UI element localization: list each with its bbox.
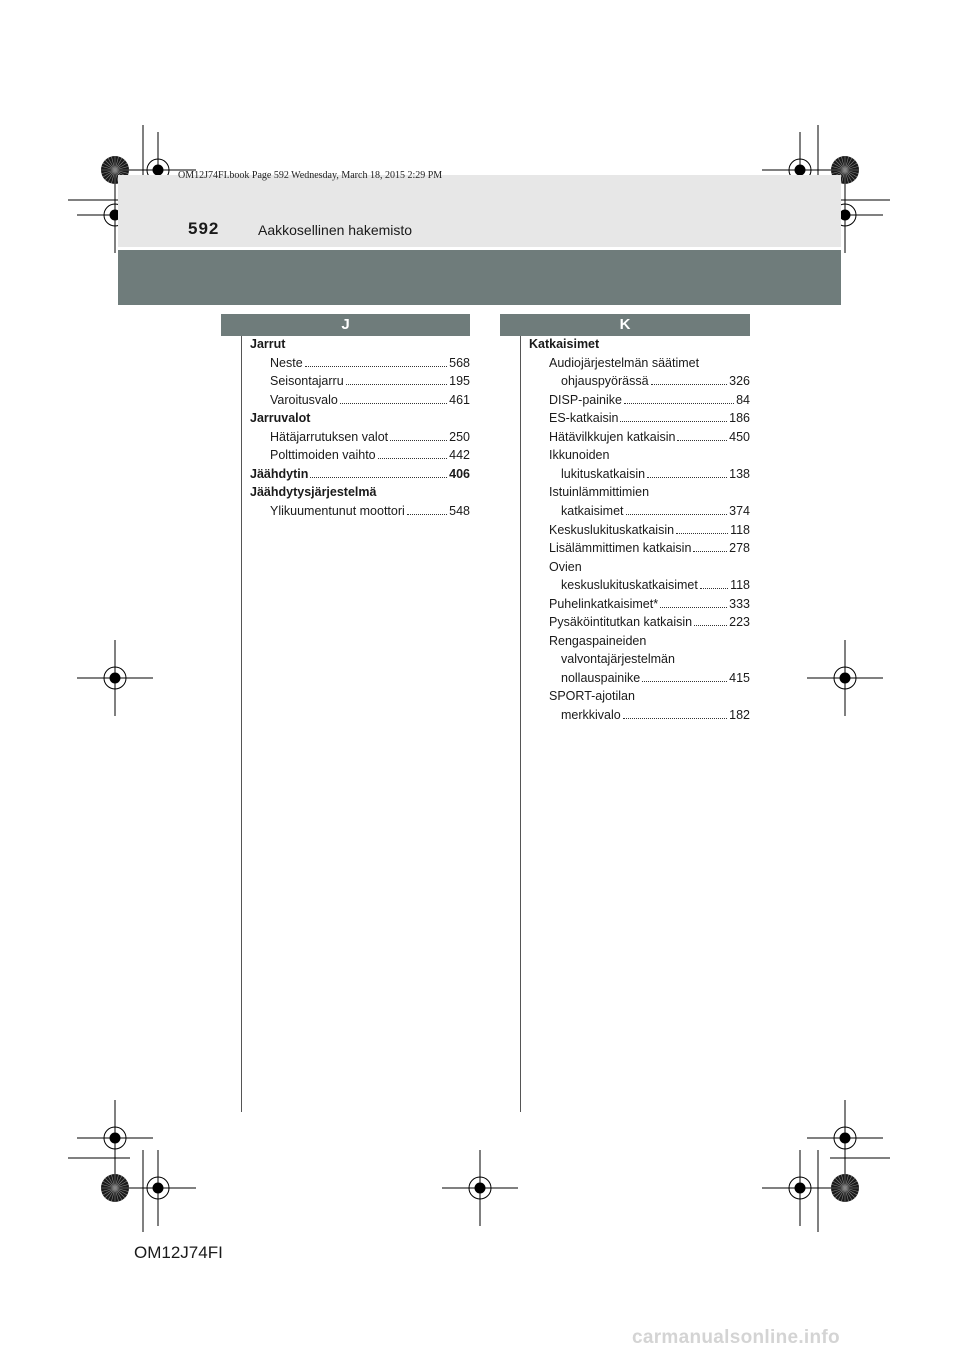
index-entry [270,355,470,371]
index-entry-label: Jarrut [250,337,286,351]
index-entry-page: 138 [729,466,750,481]
crosshair-icon [807,640,883,716]
index-entry [549,596,750,612]
index-entry-page: 548 [449,503,470,518]
leader-dots [620,421,727,422]
index-entry [561,670,750,686]
crosshair-icon [77,640,153,716]
index-entry-page: 333 [729,596,750,611]
leader-dots [407,514,447,515]
index-entry [250,466,470,482]
index-entry-label: merkkivalo [561,708,621,722]
index-entry [250,336,285,352]
header-band [118,175,841,247]
index-entry [549,522,750,538]
book-info-line: OM12J74FI.book Page 592 Wednesday, March 18, 2015 2:29 PM [178,170,443,181]
crosshair-icon [762,1150,838,1226]
leader-dots [677,440,727,441]
index-entry [549,429,750,445]
index-entry-label: Polttimoiden vaihto [270,448,376,463]
leader-dots [624,403,734,404]
index-entry-label: Seisontajarru [270,374,344,389]
index-entry-label: DISP-painike [549,392,622,407]
leader-dots [346,384,447,385]
leader-dots [390,440,447,441]
index-entry-label: Hätävilkkujen katkaisin [549,429,676,444]
leader-dots [693,551,727,552]
index-entry-page: 374 [729,503,750,518]
leader-dots [626,514,728,515]
index-entry [250,410,310,426]
index-entry-page: 118 [730,578,750,593]
section-title: Aakkosellinen hakemisto [258,222,413,238]
leader-dots [651,384,728,385]
index-entry-label: Hätäjarrutuksen valot [270,429,389,444]
index-entry [549,392,750,408]
leader-dots [660,607,727,608]
index-entry-label: Varoitusvalo [270,392,338,407]
header-grey-bar [118,250,841,305]
index-entry-label: Keskuslukituskatkaisin [549,522,675,537]
index-entry-label: Ovien [549,559,582,574]
crosshair-icon [442,1150,518,1226]
index-entry-page: 326 [729,374,750,389]
index-entry [549,355,699,371]
leader-dots [642,681,727,682]
index-entry [270,429,470,445]
index-entry-label: Audiojärjestelmän säätimet [549,355,700,370]
crosshair-icon [120,1150,196,1226]
footer-code: OM12J74FI [134,1243,223,1262]
index-entry [561,466,750,482]
index-entry [549,410,750,426]
starburst-icon [831,1174,859,1202]
index-entry-label: Pysäköintitutkan katkaisin [549,615,693,630]
index-entry-label: keskuslukituskatkaisimet [561,578,698,593]
index-entry-label: Istuinlämmittimien [549,485,650,500]
leader-dots [310,477,447,478]
leader-dots [694,625,727,626]
index-entry [561,651,675,667]
index-entry-page: 568 [449,355,470,370]
index-entry-label: valvontajärjestelmän [561,652,675,667]
index-entry [549,614,750,630]
index-entry-label: nollauspainike [561,670,641,685]
index-entry [549,484,649,500]
index-entry-label: Jäähdytin [250,466,309,481]
leader-dots [700,588,728,589]
leader-dots [305,366,447,367]
index-entry [561,373,750,389]
index-entry-label: Katkaisimet [529,337,600,351]
column-rule-left [241,336,242,1112]
index-entry-label: Neste [270,355,303,370]
index-entry-page: 461 [449,392,470,407]
index-entry [549,633,646,649]
index-entry-label: Puhelinkatkaisimet* [549,596,659,611]
starburst-icon [101,1174,129,1202]
index-entry [549,688,635,704]
index-entry [561,577,750,593]
index-entry-page: 442 [449,448,470,463]
column-header-j: J [221,314,470,336]
column-header-k: K [500,314,750,336]
index-entry-label: lukituskatkaisin [561,466,646,481]
index-entry-label: Ylikuumentunut moottori [270,503,405,518]
index-entry [270,503,470,519]
index-entry [270,447,470,463]
index-entry-page: 415 [729,670,750,685]
index-entry [250,484,376,500]
index-entry-label: SPORT-ajotilan [549,689,635,704]
index-entry-page: 118 [730,522,750,537]
index-entry-page: 278 [729,541,750,556]
crosshair-icon [77,1100,153,1176]
index-entry-label: Rengaspaineiden [549,633,647,648]
index-entry-label: Jarruvalot [250,411,311,426]
index-entry-page: 182 [729,708,750,722]
index-entry-label: ES-katkaisin [549,411,619,426]
index-entry-page: 84 [736,392,750,407]
watermark: carmanualsonline.info [632,1327,840,1348]
leader-dots [647,477,727,478]
leader-dots [378,458,448,459]
index-entry-label: Lisälämmittimen katkaisin [549,541,692,556]
index-entry-label: ohjauspyörässä [561,374,649,389]
leader-dots [623,718,727,719]
index-entry-label: Jäähdytysjärjestelmä [250,485,377,500]
column-rule-right [520,336,521,1112]
index-entry [549,540,750,556]
index-entry-label: Ikkunoiden [549,448,610,463]
page-number: 592 [188,219,220,238]
index-entry [270,392,470,408]
index-entry [561,503,750,519]
leader-dots [676,533,728,534]
index-entry-page: 186 [729,411,750,426]
index-entry-page: 250 [449,429,470,444]
index-entry [549,559,582,575]
index-entry-page: 223 [729,615,750,630]
index-entry-page: 195 [449,374,470,389]
index-entry [270,373,470,389]
leader-dots [340,403,447,404]
index-entry [561,707,750,723]
index-entry [529,336,599,352]
index-entry-page: 450 [729,429,750,444]
index-entry-label: katkaisimet [561,503,624,518]
index-entry [549,447,609,463]
index-entry-page: 406 [449,466,470,481]
